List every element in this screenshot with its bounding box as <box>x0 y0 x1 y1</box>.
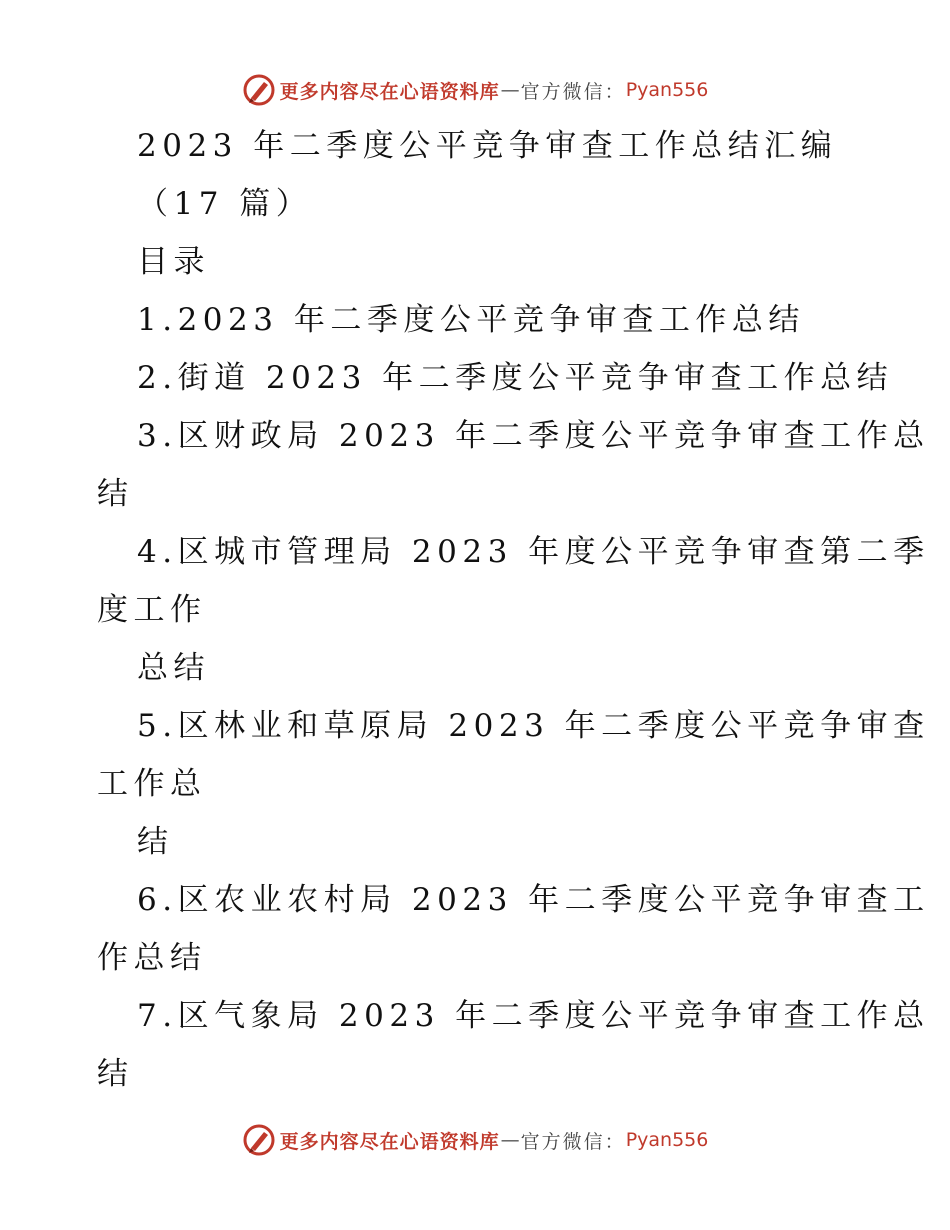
toc-line: 7.区气象局 2023 年二季度公平竞争审查工作总 <box>137 998 930 1034</box>
toc-line: 5.区林业和草原局 2023 年二季度公平竞争审查 <box>137 708 930 744</box>
toc-line: 3.区财政局 2023 年二季度公平竞争审查工作总 <box>137 418 930 454</box>
toc-line: 结 <box>137 824 174 860</box>
header-banner <box>0 68 950 112</box>
pen-logo-icon <box>242 1123 276 1157</box>
doc-title-line-1: 2023 年二季度公平竞争审查工作总结汇编 <box>137 128 838 164</box>
toc-line-wrap: 工作总 <box>97 766 207 802</box>
banner-official-label: 官方微信： <box>520 1130 626 1153</box>
banner-wechat-id: Pyan556 <box>625 79 709 101</box>
toc-line: 6.区农业农村局 2023 年二季度公平竞争审查工 <box>137 882 930 918</box>
banner-text: 更多内容尽在心语资料库 <box>279 1130 500 1153</box>
toc-line-wrap: 作总结 <box>97 940 207 976</box>
toc-line: 4.区城市管理局 2023 年度公平竞争审查第二季 <box>137 534 930 570</box>
banner-text: 更多内容尽在心语资料库 <box>279 80 500 103</box>
document-body <box>97 117 930 1103</box>
doc-title-line-2: （17 篇） <box>137 186 313 222</box>
toc-line-wrap: 结 <box>97 476 134 512</box>
toc-line: 总结 <box>137 650 210 686</box>
toc-line-wrap: 度工作 <box>97 592 207 628</box>
toc-heading: 目录 <box>137 244 210 280</box>
toc-line-wrap: 结 <box>97 1056 134 1092</box>
footer-banner <box>0 1118 950 1162</box>
banner-wechat-id: Pyan556 <box>625 1129 709 1151</box>
banner-separator: — <box>500 1129 520 1151</box>
banner-separator: — <box>500 79 520 101</box>
banner-official-label: 官方微信： <box>520 80 626 103</box>
pen-logo-icon <box>242 73 276 107</box>
toc-line: 1.2023 年二季度公平竞争审查工作总结 <box>137 302 805 338</box>
toc-line: 2.街道 2023 年二季度公平竞争审查工作总结 <box>137 360 894 396</box>
